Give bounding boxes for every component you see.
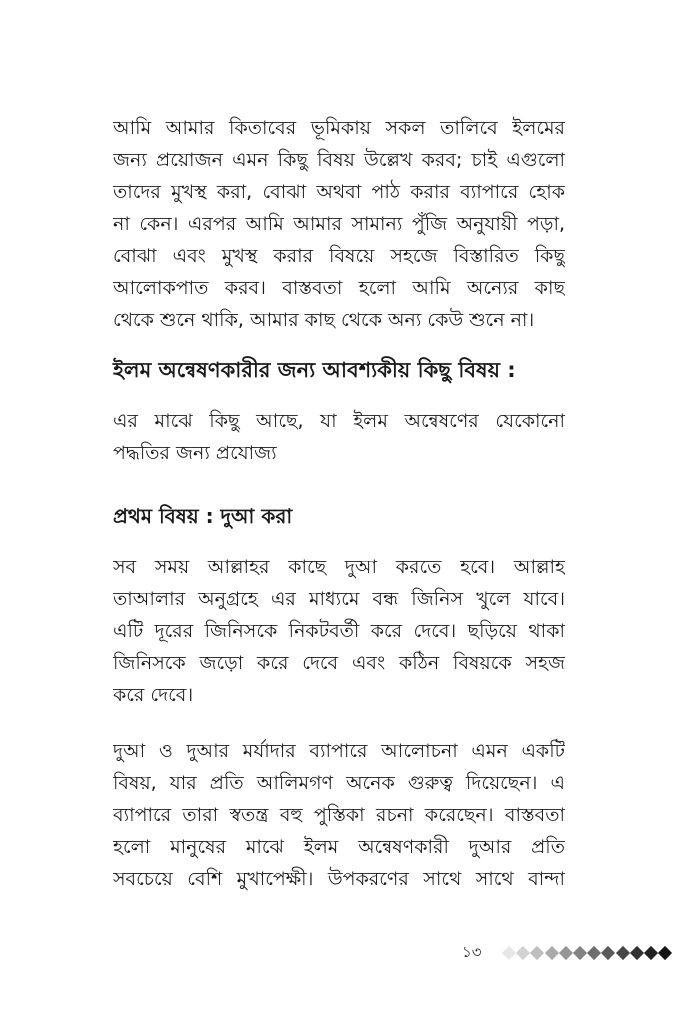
text-line: জন্য প্রয়োজন এমন কিছু বিষয় উল্লেখ করব; চাই এগুলো <box>113 149 565 171</box>
text-line: না কেন। এরপর আমি আমার সামান্য পুঁজি অনুযায়ী পড়া, <box>113 213 565 235</box>
text-line: তাআলার অনুগ্রহে এর মাধ্যমে বন্ধ জিনিস খুলে যাবে। <box>113 588 565 610</box>
diamond-icon <box>516 946 530 960</box>
text-line: সবচেয়ে বেশি মুখাপেক্ষী। উপকরণের সাথে সাথে বান্দা <box>113 868 565 890</box>
page-footer <box>462 942 674 964</box>
text-line: থেকে শুনে থাকি, আমার কাছ থেকে অন্য কেউ শুনে না। <box>113 309 535 331</box>
paragraph-dua-2 <box>113 735 565 895</box>
diamond-icon <box>502 946 516 960</box>
diamond-icon <box>644 946 658 960</box>
text-line: করে দেবে। <box>113 684 194 706</box>
text-line: সব সময় আল্লাহর কাছে দুআ করতে হবে। আল্লাহ <box>113 556 565 578</box>
text-line: পদ্ধতির জন্য প্রযোজ্য <box>113 442 277 464</box>
paragraph-intro <box>113 112 565 336</box>
diamond-icon <box>573 946 587 960</box>
diamond-icon <box>544 946 558 960</box>
text-line: এর মাঝে কিছু আছে, যা ইলম অন্বেষণের যেকোনো <box>113 410 565 432</box>
diamond-icon <box>559 946 573 960</box>
text-line: জিনিসকে জড়ো করে দেবে এবং কঠিন বিষয়কে সহজ <box>113 652 565 674</box>
text-line: বোঝা এবং মুখস্থ করার বিষয়ে সহজে বিস্তারিত কিছু <box>113 245 565 267</box>
text-line: ব্যাপারে তারা স্বতন্ত্র বহু পুস্তিকা রচনা করেছেন। বাস্তবতা <box>113 804 565 826</box>
diamond-icon <box>530 946 544 960</box>
diamond-icon <box>587 946 601 960</box>
subsection-heading: প্রথম বিষয় : দুআ করা <box>113 504 293 528</box>
section-heading: ইলম অন্বেষণকারীর জন্য আবশ্যকীয় কিছু বিষয় : <box>113 358 516 382</box>
diamond-icon <box>630 946 644 960</box>
text-line: আলোকপাত করব। বাস্তবতা হলো আমি অন্যের কাছ <box>113 277 565 299</box>
diamond-icon <box>601 946 615 960</box>
diamond-icon <box>658 946 672 960</box>
text-line: তাদের মুখস্থ করা, বোঝা অথবা পাঠ করার ব্যাপারে হোক <box>113 181 565 203</box>
text-line: দুআ ও দুআর মর্যাদার ব্যাপারে আলোচনা এমন একটি <box>113 740 565 762</box>
paragraph-dua-1 <box>113 551 565 711</box>
text-line: এটি দূরের জিনিসকে নিকটবর্তী করে দেবে। ছড়িয়ে থাকা <box>113 620 565 642</box>
text-line: আমি আমার কিতাবের ভূমিকায় সকল তালিবে ইলমের <box>113 117 565 139</box>
page-number: ১৩ <box>462 942 482 961</box>
paragraph-section-intro <box>113 405 565 469</box>
diamond-ornament-icon <box>504 948 674 958</box>
text-line: বিষয়, যার প্রতি আলিমগণ অনেক গুরুত্ব দিয়েছেন। এ <box>113 772 565 794</box>
diamond-icon <box>615 946 629 960</box>
text-line: হলো মানুষের মাঝে ইলম অন্বেষণকারী দুআর প্রতি <box>113 836 565 858</box>
